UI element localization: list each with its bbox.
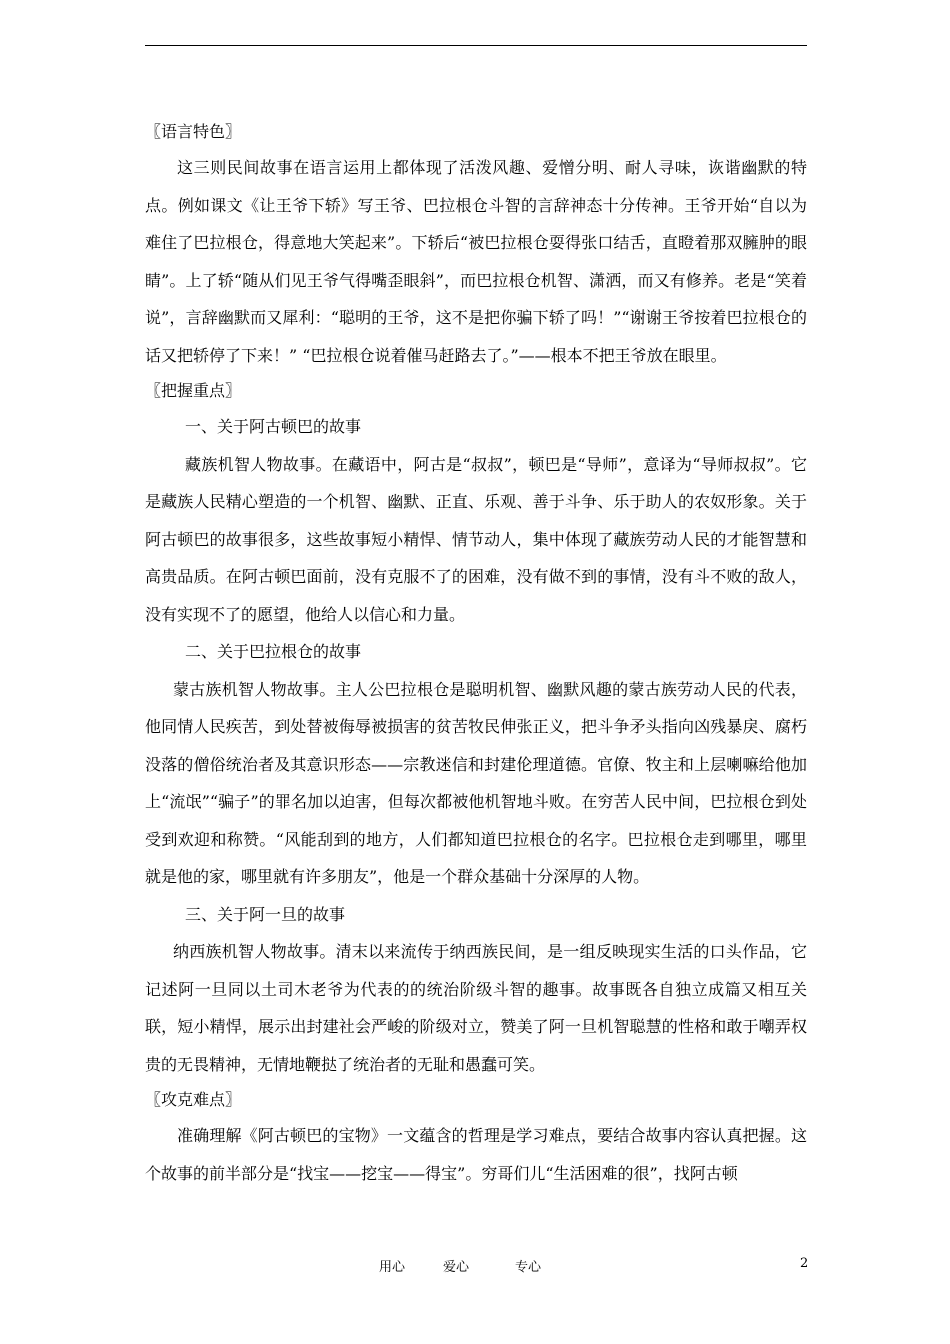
page-footer	[0, 1256, 950, 1276]
document-body	[145, 115, 807, 1192]
section-heading-key-points: 〖把握重点〗	[145, 381, 242, 400]
paragraph-agudunba: 藏族机智人物故事。在藏语中，阿古是“叔叔”，顿巴是“导师”，意译为“导师叔叔”。它是藏族人民精心塑造的一个机智、幽默、正直、乐观、善于斗争、乐于助人的农奴形象。关于阿古顿巴的故事很多，这些故事短小精悍、情节动人，集中体现了藏族劳动人民的才能智慧和高贵品质。在阿古顿巴面前，没有克服不了的困难，没有做不到的事情，没有斗不败的敌人，没有实现不了的愿望，他给人以信心和力量。	[145, 454, 807, 624]
header-rule	[145, 45, 807, 46]
subsection-title-ayidan: 三、关于阿一旦的故事	[185, 904, 346, 924]
paragraph-difficulties: 准确理解《阿古顿巴的宝物》一文蕴含的哲理是学习难点，要结合故事内容认真把握。这个故事的前半部分是“找宝——挖宝——得宝”。穷哥们儿“生活困难的很”，找阿古顿	[145, 1126, 807, 1183]
paragraph-ayidan: 纳西族机智人物故事。清末以来流传于纳西族民间，是一组反映现实生活的口头作品，它记述阿一旦同以土司木老爷为代表的的统治阶级斗智的趣事。故事既各自独立成篇又相互关联，短小精悍，展示出封建社会严峻的阶级对立，赞美了阿一旦机智聪慧的性格和敢于嘲弄权贵的无畏精神，无情地鞭挞了统治者的无耻和愚蠢可笑。	[145, 942, 807, 1074]
footer-motto-left: 用心	[379, 1260, 406, 1275]
section-heading-language-features: 〖语言特色〗	[145, 122, 242, 141]
section-heading-difficulties: 〖攻克难点〗	[145, 1090, 242, 1109]
subsection-title-agudunba: 一、关于阿古顿巴的故事	[185, 417, 362, 436]
subsection-title-balagencang: 二、关于巴拉根仓的故事	[185, 642, 362, 661]
paragraph-balagencang: 蒙古族机智人物故事。主人公巴拉根仓是聪明机智、幽默风趣的蒙古族劳动人民的代表，他同情人民疾苦，到处替被侮辱被损害的贫苦牧民伸张正义，把斗争矛头指向凶残暴戾、腐朽没落的僧俗统治者及其意识形态——宗教迷信和封建伦理道德。官僚、牧主和上层喇嘛给他加上“流氓”“骗子”的罪名加以迫害，但每次都被他机智地斗败。在穷苦人民中间，巴拉根仓到处受到欢迎和称赞。“风能刮到的地方，人们都知道巴拉根仓的名字。巴拉根仓走到哪里，哪里就是他的家，哪里就有许多朋友”，他是一个群众基础十分深厚的人物。	[145, 679, 807, 886]
footer-motto-middle: 爱心	[443, 1260, 470, 1275]
page-number: 2	[800, 1256, 809, 1271]
paragraph-language-features: 这三则民间故事在语言运用上都体现了活泼风趣、爱憎分明、耐人寻味，诙谐幽默的特点。例如课文《让王爷下轿》写王爷、巴拉根仓斗智的言辞神态十分传神。王爷开始“自以为难住了巴拉根仓，得意地大笑起来”。下轿后“被巴拉根仓耍得张口结舌，直瞪着那双臃肿的眼睛”。上了轿“随从们见王爷气得嘴歪眼斜”，而巴拉根仓机智、潇洒，而又有修养。老是“笑着说”，言辞幽默而又犀利：“聪明的王爷，这不是把你骗下轿了吗！”“谢谢王爷按着巴拉根仓的话又把轿停了下来！” “巴拉根仓说着催马赶路去了。”——根本不把王爷放在眼里。	[145, 158, 807, 365]
footer-motto-right: 专心	[515, 1260, 542, 1275]
